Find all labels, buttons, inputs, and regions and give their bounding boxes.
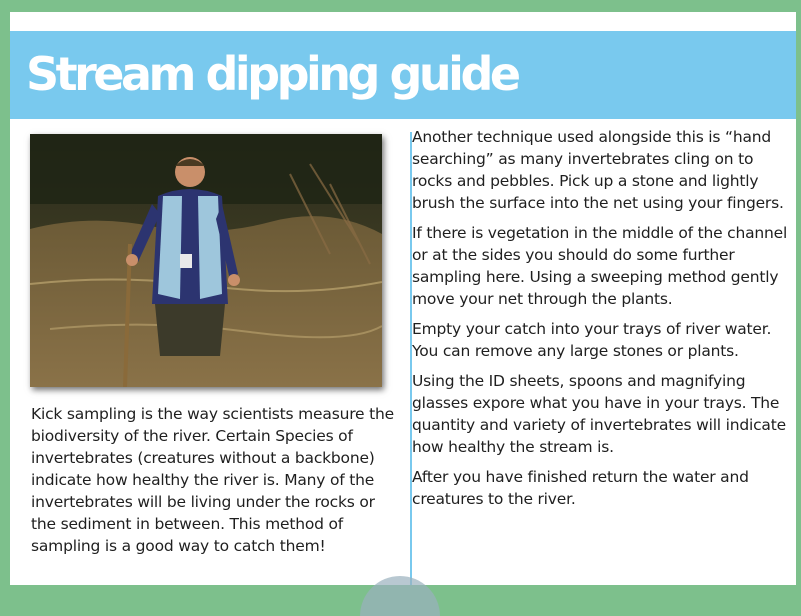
kick-sampling-text: Kick sampling is the way scientists measure the biodiversity of the river. Certain Species of invertebrates (creatures without a backbone) indicate how healthy the river is. Many of the invertebrates will be living under the rocks or the sediment in between. This method of sampling is a good way to catch them! <box>31 405 394 555</box>
paragraph-hand-searching: Another technique used alongside this is “hand searching” as many invertebrates cling on to rocks and pebbles. Pick up a stone and lightly brush the surface into the net using your fingers. <box>412 128 784 212</box>
decorative-arc <box>360 576 440 616</box>
stream-photo <box>30 134 382 387</box>
paragraph-empty-catch: Empty your catch into your trays of river water. You can remove any large stones or plants. <box>412 320 772 360</box>
photo-image <box>30 134 382 387</box>
guide-page <box>10 12 796 585</box>
page-title: Stream dipping guide <box>26 47 518 101</box>
paragraph-vegetation: If there is vegetation in the middle of the channel or at the sides you should do some further sampling here. Using a sweeping method gently move your net through the plants. <box>412 224 788 308</box>
right-column <box>412 126 790 510</box>
paragraph-return-water: After you have finished return the water and creatures to the river. <box>412 468 749 508</box>
title-bar <box>10 31 796 119</box>
paragraph-id-sheets: Using the ID sheets, spoons and magnifying glasses expore what you have in your trays. The quantity and variety of invertebrates will indicate how healthy the stream is. <box>412 372 786 456</box>
